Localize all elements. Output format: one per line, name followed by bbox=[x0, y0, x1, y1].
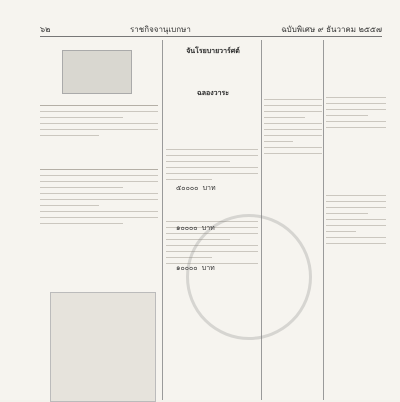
prize-amount: ๑๐๐๐๐ บาท bbox=[176, 224, 215, 232]
paragraph-block bbox=[166, 144, 258, 185]
column-divider bbox=[162, 40, 163, 400]
column-right bbox=[326, 40, 386, 400]
paragraph-block bbox=[326, 92, 386, 133]
column-title: จันโรยบายวาร์ศต์ bbox=[186, 46, 240, 55]
column-divider bbox=[323, 40, 324, 400]
paragraph-block bbox=[40, 100, 158, 141]
paragraph-block bbox=[264, 94, 322, 159]
issue-date: ฉบับพิเศษ ๙ ธันวาคม ๒๕๕๗ bbox=[281, 25, 382, 34]
prize-amount: ๕๐๐๐๐ บาท bbox=[176, 184, 216, 192]
section-title: ราชกิจจานุเบกษา bbox=[130, 25, 191, 34]
page-header bbox=[40, 24, 382, 37]
paragraph-block bbox=[40, 164, 158, 229]
column-subtitle: ฉลองวาระ bbox=[196, 88, 230, 97]
page-number: ๖๒ bbox=[40, 25, 51, 34]
column-center-right bbox=[264, 40, 322, 400]
column-left bbox=[40, 40, 158, 400]
prize-amount: ๑๐๐๐๐ บาท bbox=[176, 264, 215, 272]
paragraph-block bbox=[326, 190, 386, 249]
